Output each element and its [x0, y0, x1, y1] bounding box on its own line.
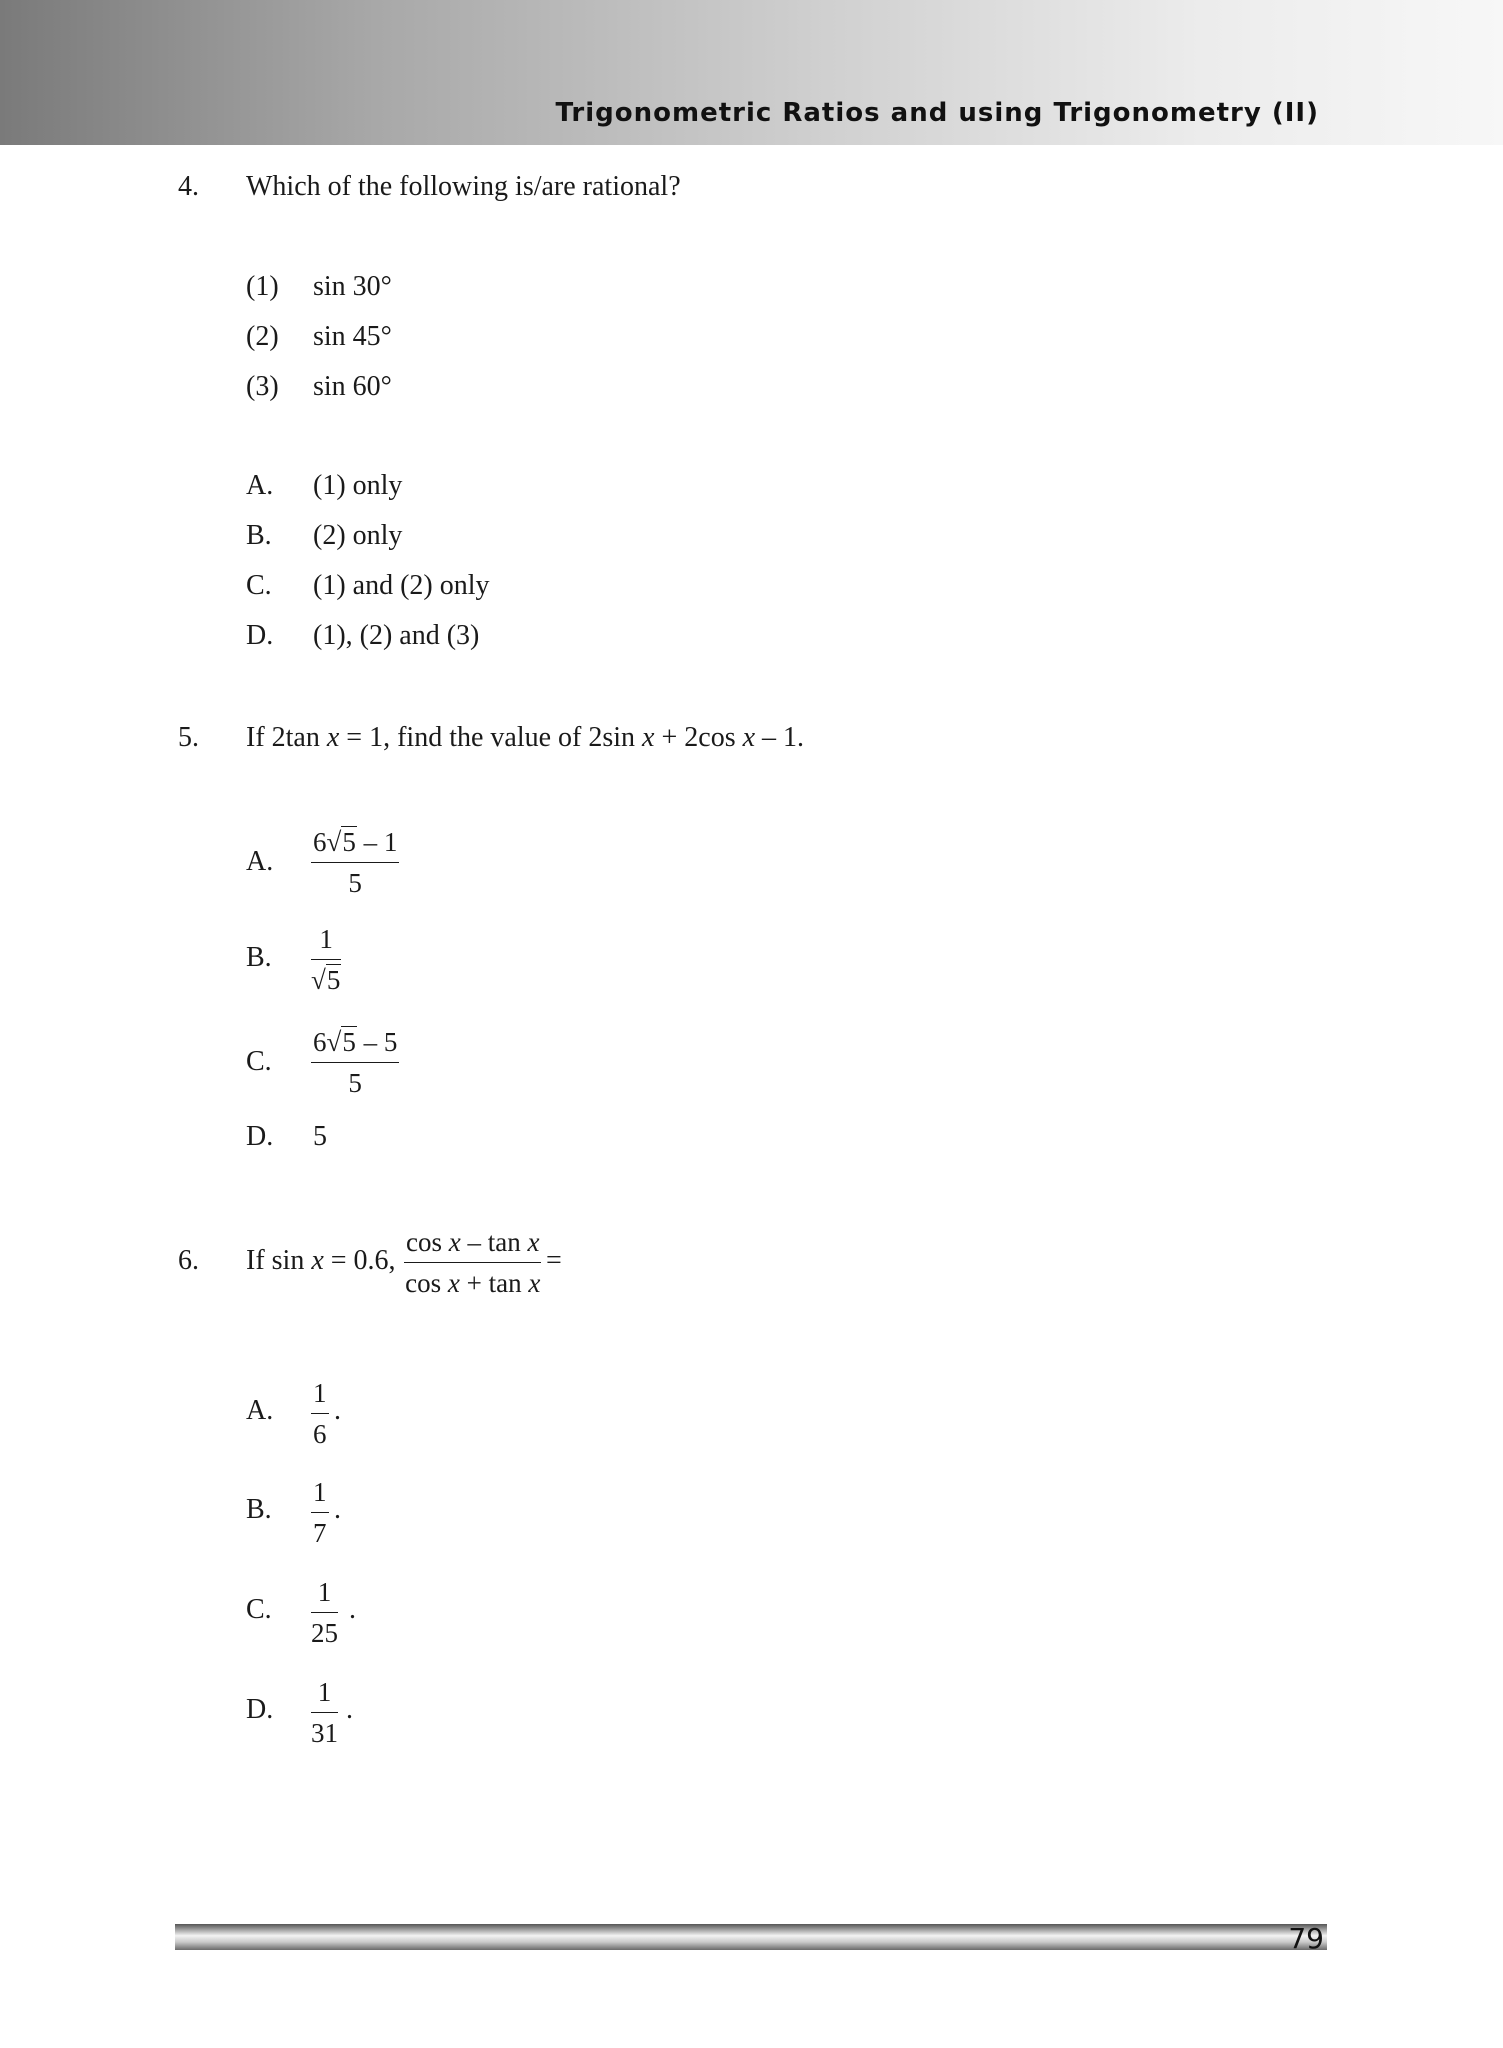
- q6-option-d-fraction: 1 31: [311, 1677, 338, 1748]
- q5-option-text: 5: [313, 1121, 327, 1152]
- page-header: [0, 0, 1503, 145]
- q6-option-dot: .: [334, 1494, 341, 1525]
- q4-number: 4.: [178, 171, 199, 202]
- q4-statement-text: sin 30°: [313, 271, 392, 302]
- q4-option-label: D.: [246, 620, 274, 651]
- q5-number: 5.: [178, 722, 199, 753]
- q6-option-label: A.: [246, 1395, 274, 1426]
- q5-text: If 2tan x = 1, find the value of 2sin x + 2cos x – 1.: [246, 722, 805, 753]
- q6-option-dot: .: [349, 1594, 356, 1625]
- q5-option-label: A.: [246, 846, 274, 877]
- q5-option-label: D.: [246, 1121, 274, 1152]
- q4-option-label: C.: [246, 570, 272, 601]
- q6-equals: =: [546, 1245, 562, 1276]
- q6-option-a-fraction: 1 6: [313, 1378, 327, 1449]
- q5-option-a-fraction: 6√5 – 1 5: [313, 827, 398, 898]
- q4-option-text: (2) only: [313, 520, 403, 551]
- q5-option-label: C.: [246, 1046, 272, 1077]
- q6-expression-fraction: cos x – tan x cos x + tan x: [405, 1227, 541, 1298]
- q4-option-text: (1), (2) and (3): [313, 620, 480, 651]
- q6-prefix: If sin x = 0.6,: [246, 1245, 396, 1276]
- q6-option-label: C.: [246, 1594, 272, 1625]
- footer-bar: [175, 1924, 1327, 1950]
- q6-option-c-fraction: 1 25: [311, 1577, 338, 1648]
- q5-option-b-fraction: 1 √5: [311, 924, 341, 995]
- page-number: 79: [1288, 1922, 1324, 1955]
- q4-statement-text: sin 45°: [313, 321, 392, 352]
- q6-option-b-fraction: 1 7: [313, 1477, 327, 1548]
- q4-option-label: A.: [246, 470, 274, 501]
- q4-option-text: (1) only: [313, 470, 403, 501]
- q4-statement-label: (1): [246, 271, 279, 302]
- q4-text: Which of the following is/are rational?: [246, 171, 681, 202]
- q5-option-c-fraction: 6√5 – 5 5: [313, 1027, 398, 1098]
- q4-option-text: (1) and (2) only: [313, 570, 490, 601]
- q6-option-dot: .: [334, 1395, 341, 1426]
- q4-statement-label: (2): [246, 321, 279, 352]
- q5-option-label: B.: [246, 942, 272, 973]
- q4-statement-text: sin 60°: [313, 371, 392, 402]
- q6-option-label: D.: [246, 1694, 274, 1725]
- chapter-title: Trigonometric Ratios and using Trigonometry (II): [555, 98, 1319, 128]
- q6-option-dot: .: [346, 1694, 353, 1725]
- q4-option-label: B.: [246, 520, 272, 551]
- q6-option-label: B.: [246, 1494, 272, 1525]
- q6-number: 6.: [178, 1245, 199, 1276]
- q4-statement-label: (3): [246, 371, 279, 402]
